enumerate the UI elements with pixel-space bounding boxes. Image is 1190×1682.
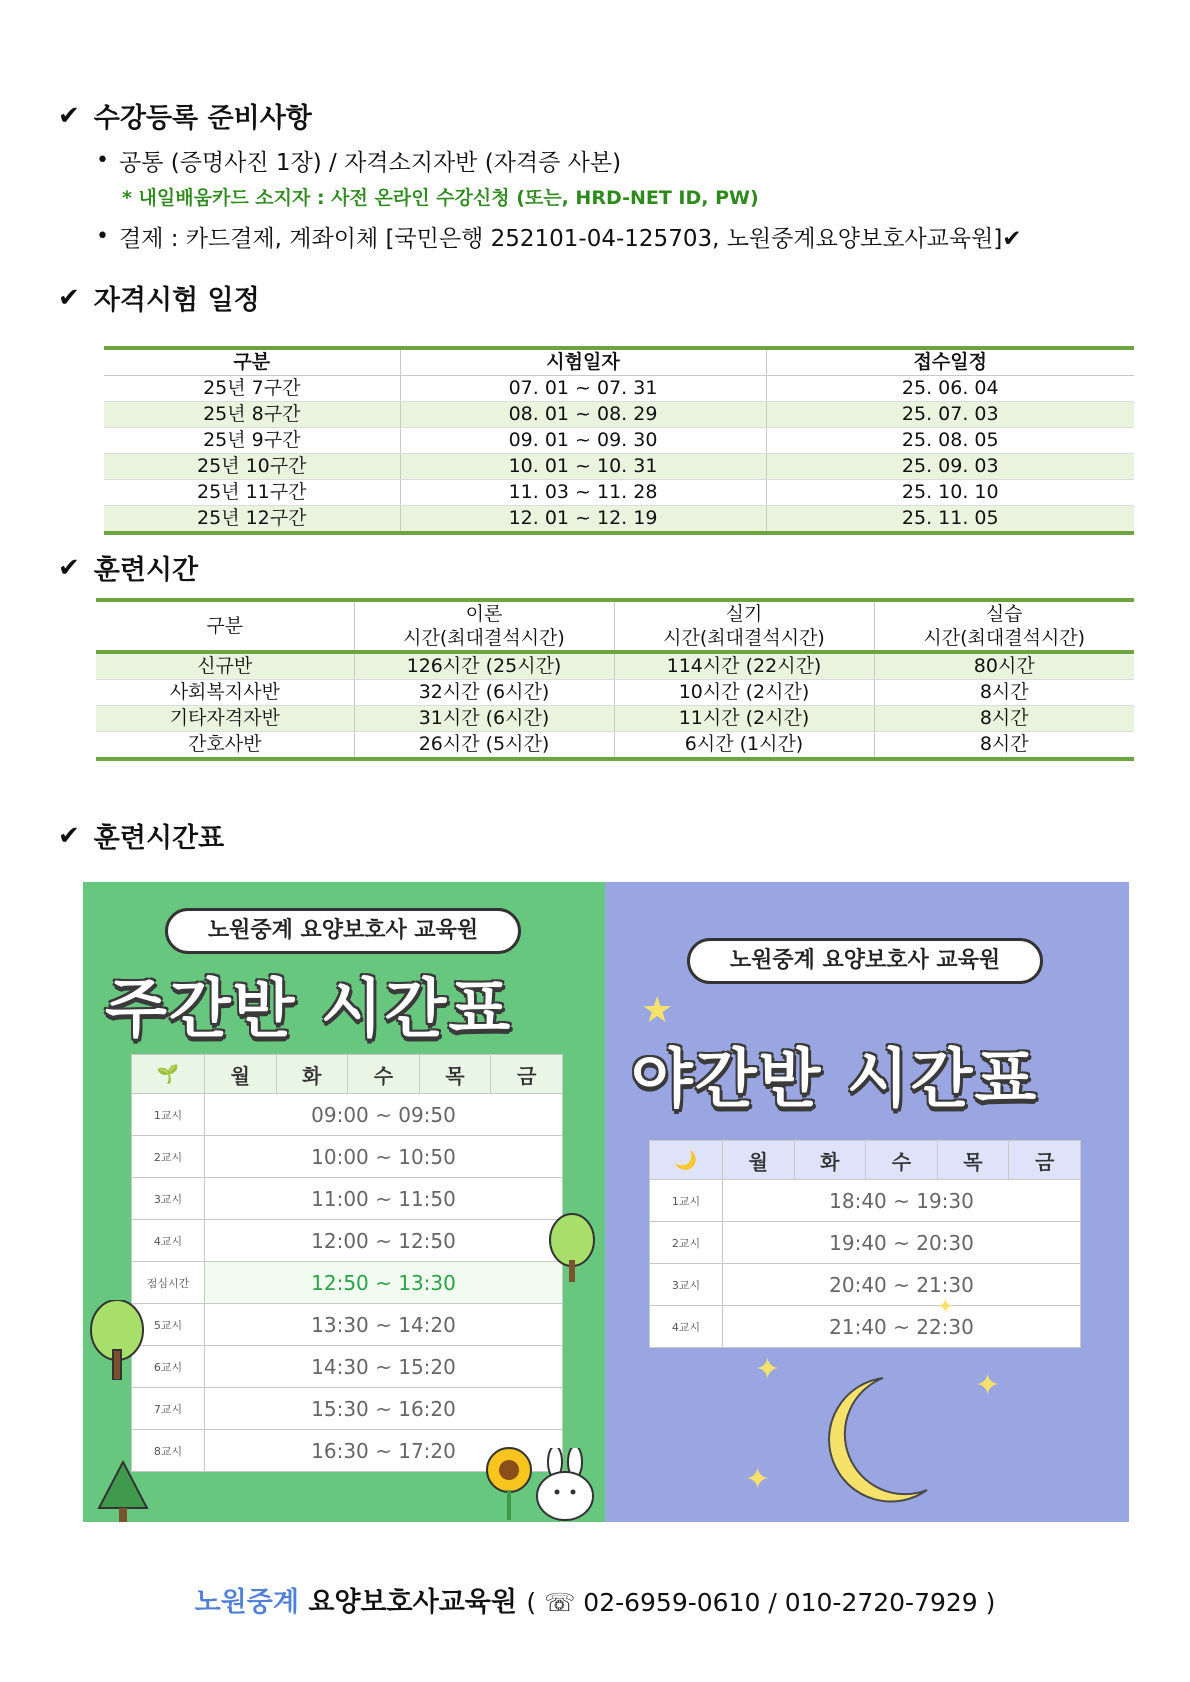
table-row <box>104 506 1134 534</box>
period-time: 13:30 ~ 14:20 <box>205 1304 563 1346</box>
table-row <box>104 454 1134 480</box>
timetable-row <box>132 1136 563 1178</box>
table-cell: 25년 12구간 <box>104 506 400 534</box>
poster-badge: 노원중계 요양보호사 교육원 <box>687 938 1043 984</box>
period-time: 19:40 ~ 20:30 <box>723 1222 1081 1264</box>
table-cell: 25. 11. 05 <box>766 506 1134 534</box>
table-cell: 25. 06. 04 <box>766 376 1134 402</box>
period-label: 점심시간 <box>132 1262 205 1304</box>
timetable-row <box>132 1178 563 1220</box>
star-icon: ✦ <box>975 1368 1001 1403</box>
table-cell: 기타자격자반 <box>96 706 354 732</box>
weekday-header: 목 <box>419 1055 491 1094</box>
period-time: 20:40 ~ 21:30 <box>723 1264 1081 1306</box>
period-label: 8교시 <box>132 1430 205 1472</box>
section-heading-exam: ✔ 자격시험 일정 <box>58 282 260 316</box>
table-cell: 25. 10. 10 <box>766 480 1134 506</box>
table-header-cell: 접수일정 <box>766 348 1134 376</box>
sprout-pot-icon: 🌱 <box>132 1055 205 1094</box>
night-timetable <box>649 1140 1081 1348</box>
footer-phone: ( ☏ 02-6959-0610 / 010-2720-7929 ) <box>526 1588 996 1617</box>
period-label: 6교시 <box>132 1346 205 1388</box>
header-category: 구분 <box>96 600 354 652</box>
footer-brand: 노원중계 <box>194 1587 299 1618</box>
period-time: 18:40 ~ 19:30 <box>723 1180 1081 1222</box>
period-label: 1교시 <box>132 1094 205 1136</box>
timetable-row <box>132 1304 563 1346</box>
period-label: 3교시 <box>650 1264 723 1306</box>
period-label: 7교시 <box>132 1388 205 1430</box>
period-time: 14:30 ~ 15:20 <box>205 1346 563 1388</box>
weekday-header: 금 <box>491 1055 563 1094</box>
table-row <box>104 376 1134 402</box>
period-time: 12:50 ~ 13:30 <box>205 1262 563 1304</box>
footer-name: 요양보호사교육원 <box>308 1587 517 1618</box>
exam-schedule-table <box>104 346 1134 535</box>
table-cell: 12. 01 ~ 12. 19 <box>400 506 766 534</box>
timetable-row <box>132 1388 563 1430</box>
table-row <box>96 652 1134 680</box>
tree-icon <box>547 1212 597 1282</box>
timetable-row <box>650 1306 1081 1348</box>
period-time: 15:30 ~ 16:20 <box>205 1388 563 1430</box>
table-cell: 간호사반 <box>96 732 354 760</box>
table-cell: 32시간 (6시간) <box>354 680 614 706</box>
table-cell: 25년 10구간 <box>104 454 400 480</box>
weekday-header: 화 <box>794 1141 866 1180</box>
star-icon: ✦ <box>745 1462 771 1497</box>
table-cell: 사회복지사반 <box>96 680 354 706</box>
checkmark-icon: ✔ <box>58 820 80 851</box>
table-row <box>104 428 1134 454</box>
period-time: 09:00 ~ 09:50 <box>205 1094 563 1136</box>
checkmark-icon: ✔ <box>58 100 80 131</box>
table-cell: 31시간 (6시간) <box>354 706 614 732</box>
weekday-header: 월 <box>205 1055 277 1094</box>
period-label: 5교시 <box>132 1304 205 1346</box>
table-cell: 8시간 <box>874 706 1134 732</box>
star-icon: ✦ <box>755 1352 781 1387</box>
day-timetable <box>131 1054 563 1472</box>
table-cell: 09. 01 ~ 09. 30 <box>400 428 766 454</box>
bullet-icon: • <box>96 148 109 173</box>
table-header-row <box>104 348 1134 376</box>
training-hours-table <box>96 598 1134 761</box>
table-cell: 08. 01 ~ 08. 29 <box>400 402 766 428</box>
section-heading-training-hours: ✔ 훈련시간 <box>58 552 199 586</box>
weekday-header: 월 <box>723 1141 795 1180</box>
table-cell: 8시간 <box>874 680 1134 706</box>
sunflower-icon <box>479 1442 539 1520</box>
timetable-row <box>650 1180 1081 1222</box>
table-cell: 26시간 (5시간) <box>354 732 614 760</box>
checkmark-icon: ✔ <box>58 552 80 583</box>
table-cell: 25. 07. 03 <box>766 402 1134 428</box>
rabbit-icon <box>531 1448 601 1522</box>
timetable-row <box>132 1346 563 1388</box>
header-internship: 실습 시간(최대결석시간) <box>874 600 1134 652</box>
weekday-header: 금 <box>1009 1141 1081 1180</box>
poster-title: 야간반 시간표 <box>631 1043 1039 1117</box>
moon-icon: 🌙 <box>650 1141 723 1180</box>
period-label: 4교시 <box>650 1306 723 1348</box>
period-time: 11:00 ~ 11:50 <box>205 1178 563 1220</box>
table-cell: 10시간 (2시간) <box>614 680 874 706</box>
weekday-header: 수 <box>348 1055 420 1094</box>
table-cell: 8시간 <box>874 732 1134 760</box>
table-cell: 25년 7구간 <box>104 376 400 402</box>
table-cell: 25년 8구간 <box>104 402 400 428</box>
night-class-timetable-poster <box>605 882 1129 1522</box>
weekday-header: 목 <box>937 1141 1009 1180</box>
weekday-header: 수 <box>866 1141 938 1180</box>
table-cell: 11. 03 ~ 11. 28 <box>400 480 766 506</box>
timetable-row <box>132 1094 563 1136</box>
table-cell: 11시간 (2시간) <box>614 706 874 732</box>
tree-icon <box>87 1300 147 1380</box>
section-heading-registration: ✔ 수강등록 준비사항 <box>58 100 312 134</box>
section-heading-timetable: ✔ 훈련시간표 <box>58 820 225 854</box>
period-time: 21:40 ~ 22:30 <box>723 1306 1081 1348</box>
period-label: 2교시 <box>132 1136 205 1178</box>
table-cell: 126시간 (25시간) <box>354 652 614 680</box>
table-cell: 6시간 (1시간) <box>614 732 874 760</box>
registration-note: * 내일배움카드 소지자 : 사전 온라인 수강신청 (또는, HRD-NET ID, PW) <box>122 187 759 209</box>
table-row <box>96 732 1134 760</box>
checkmark-icon: ✔ <box>58 282 80 313</box>
tree-icon <box>95 1460 151 1522</box>
timetable-row <box>650 1222 1081 1264</box>
table-row <box>96 706 1134 732</box>
timetable-row <box>132 1220 563 1262</box>
header-theory: 이론 시간(최대결석시간) <box>354 600 614 652</box>
table-cell: 25년 11구간 <box>104 480 400 506</box>
table-cell: 25. 08. 05 <box>766 428 1134 454</box>
period-label: 4교시 <box>132 1220 205 1262</box>
bullet-icon: • <box>96 224 109 249</box>
header-practice: 실기 시간(최대결석시간) <box>614 600 874 652</box>
star-icon: ✦ <box>937 1294 954 1318</box>
timetable-row <box>650 1264 1081 1306</box>
table-cell: 신규반 <box>96 652 354 680</box>
timetable-row <box>132 1262 563 1304</box>
table-cell: 80시간 <box>874 652 1134 680</box>
registration-line-1: • 공통 (증명사진 1장) / 자격소지자반 (자격증 사본) <box>96 148 622 176</box>
table-row <box>96 680 1134 706</box>
table-header-cell: 구분 <box>104 348 400 376</box>
period-label: 2교시 <box>650 1222 723 1264</box>
poster-badge: 노원중계 요양보호사 교육원 <box>165 908 521 954</box>
period-label: 3교시 <box>132 1178 205 1220</box>
period-label: 1교시 <box>650 1180 723 1222</box>
day-class-timetable-poster <box>83 882 605 1522</box>
table-cell: 25년 9구간 <box>104 428 400 454</box>
table-row <box>104 402 1134 428</box>
period-time: 10:00 ~ 10:50 <box>205 1136 563 1178</box>
table-cell: 07. 01 ~ 07. 31 <box>400 376 766 402</box>
poster-title: 주간반 시간표 <box>105 973 513 1047</box>
weekday-header: 화 <box>276 1055 348 1094</box>
table-cell: 114시간 (22시간) <box>614 652 874 680</box>
crescent-moon-icon <box>813 1372 933 1512</box>
period-time: 12:00 ~ 12:50 <box>205 1220 563 1262</box>
table-cell: 10. 01 ~ 10. 31 <box>400 454 766 480</box>
table-header-cell: 시험일자 <box>400 348 766 376</box>
table-cell: 25. 09. 03 <box>766 454 1134 480</box>
footer-contact <box>0 1580 1190 1619</box>
table-header-row <box>96 600 1134 652</box>
star-icon: ★ <box>641 990 674 1031</box>
period-time: 16:30 ~ 17:20 <box>205 1430 563 1472</box>
registration-line-2: • 결제 : 카드결제, 계좌이체 [국민은행 252101-04-125703, 노원중계요양보호사교육원]✔ <box>96 224 1022 252</box>
table-row <box>104 480 1134 506</box>
